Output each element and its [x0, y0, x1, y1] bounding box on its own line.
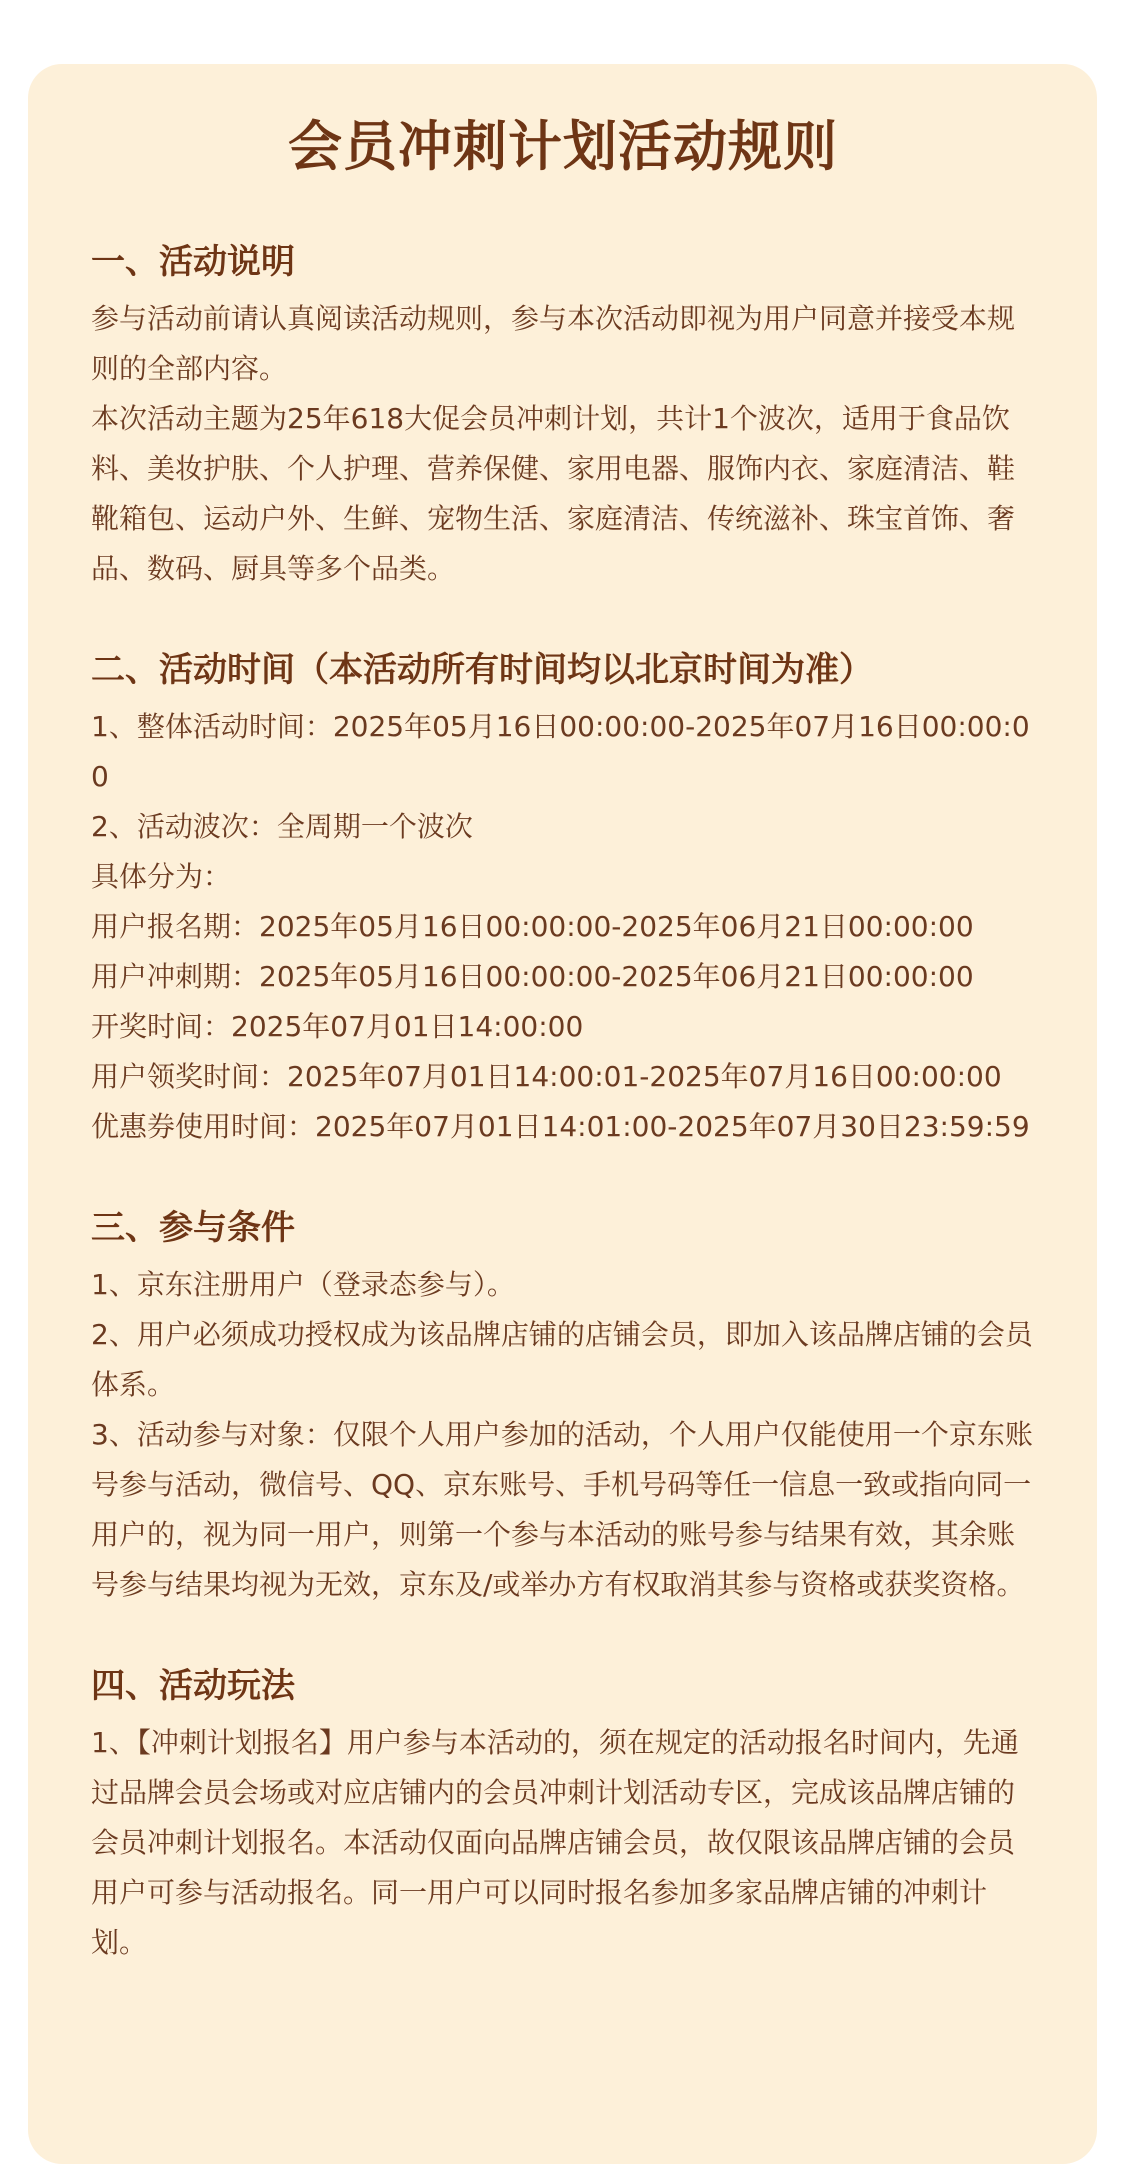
paragraph: 1、京东注册用户（登录态参与）。 [91, 1268, 515, 1301]
section-heading: 三、参与条件 [91, 1208, 295, 1248]
paragraph: 本次活动主题为25年618大促会员冲刺计划，共计1个波次，适用于食品饮料、美妆护肤、个人护理、营养保健、家用电器、服饰内衣、家庭清洁、鞋靴箱包、运动户外、生鲜、宠物生活、家庭清洁、传统滋补、珠宝首饰、奢品、数码、厨具等多个品类。 [91, 402, 1016, 585]
section-heading: 二、活动时间（本活动所有时间均以北京时间为准） [91, 650, 873, 690]
paragraph: 优惠券使用时间：2025年07月01日14:01:00-2025年07月30日23:59:59 [91, 1110, 1030, 1143]
section-heading: 四、活动玩法 [91, 1666, 295, 1706]
section-conditions [91, 1204, 1035, 1610]
page-title: 会员冲刺计划活动规则 [288, 115, 838, 178]
paragraph: 用户冲刺期：2025年05月16日00:00:00-2025年06月21日00:00:00 [91, 960, 974, 993]
section-gameplay [91, 1662, 1035, 1968]
paragraph: 2、用户必须成功授权成为该品牌店铺的店铺会员，即加入该品牌店铺的会员体系。 [91, 1318, 1033, 1401]
paragraph: 2、活动波次：全周期一个波次 [91, 810, 473, 843]
section-time [91, 646, 1035, 1152]
paragraph: 3、活动参与对象：仅限个人用户参加的活动，个人用户仅能使用一个京东账号参与活动，微信号、QQ、京东账号、手机号码等任一信息一致或指向同一用户的，视为同一用户，则第一个参与本活动的账号参与结果有效，其余账号参与结果均视为无效，京东及/或举办方有权取消其参与资格或获奖资格。 [91, 1418, 1033, 1601]
paragraph: 用户领奖时间：2025年07月01日14:00:01-2025年07月16日00:00:00 [91, 1060, 1002, 1093]
section-description [91, 238, 1035, 594]
paragraph: 参与活动前请认真阅读活动规则，参与本次活动即视为用户同意并接受本规则的全部内容。 [91, 302, 1016, 385]
paragraph: 具体分为： [91, 860, 232, 893]
rules-card [28, 64, 1097, 2164]
paragraph: 1、【冲刺计划报名】用户参与本活动的，须在规定的活动报名时间内，先通过品牌会员会场或对应店铺内的会员冲刺计划活动专区，完成该品牌店铺的会员冲刺计划报名。本活动仅面向品牌店铺会员，故仅限该品牌店铺的会员用户可参与活动报名。同一用户可以同时报名参加多家品牌店铺的冲刺计划。 [91, 1726, 1019, 1959]
paragraph: 开奖时间：2025年07月01日14:00:00 [91, 1010, 584, 1043]
paragraph: 1、整体活动时间：2025年05月16日00:00:00-2025年07月16日00:00:00 [91, 710, 1030, 793]
paragraph: 用户报名期：2025年05月16日00:00:00-2025年06月21日00:00:00 [91, 910, 974, 943]
section-heading: 一、活动说明 [91, 242, 295, 282]
